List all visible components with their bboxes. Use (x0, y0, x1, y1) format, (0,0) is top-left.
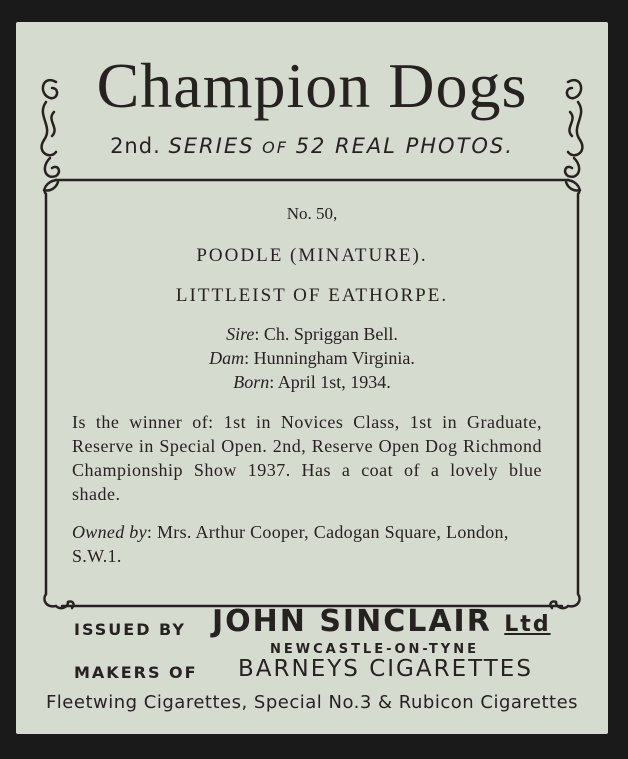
owner-line (72, 520, 542, 568)
sire-value: : Ch. Spriggan Bell. (254, 324, 398, 344)
series-line (16, 134, 608, 158)
sire-line (16, 322, 608, 346)
company-main: JOHN SINCLAIR (212, 604, 492, 639)
born-label: Born (233, 372, 270, 392)
series-of: OF (262, 138, 288, 157)
born-line (16, 370, 608, 394)
series-word: SERIES (168, 134, 255, 158)
dam-label: Dam (209, 348, 245, 368)
company-city: NEWCASTLE-ON-TYNE (270, 642, 479, 657)
makers-of-label: MAKERS OF (74, 663, 198, 682)
cigarette-card (16, 22, 608, 734)
brands-line: Fleetwing Cigarettes, Special No.3 & Rubicon Cigarettes (45, 692, 579, 713)
company-suffix: Ltd (504, 612, 551, 637)
series-rest: 52 REAL PHOTOS. (295, 134, 514, 158)
owner-value: : Mrs. Arthur Cooper, Cadogan Square, London, S.W.1. (72, 522, 509, 566)
product-name: BARNEYS CIGARETTES (238, 656, 533, 682)
dam-value: : Hunningham Virginia. (244, 348, 415, 368)
series-prefix: 2nd. (110, 134, 161, 158)
pedigree (16, 322, 608, 394)
owner-label: Owned by (72, 522, 147, 542)
dog-name-heading: LITTLEIST OF EATHORPE. (175, 285, 449, 306)
card-title: Champion Dogs (96, 50, 528, 121)
dam-line (16, 346, 608, 370)
company-name (212, 604, 551, 639)
sire-label: Sire (226, 324, 255, 344)
born-value: : April 1st, 1934. (269, 372, 391, 392)
description: Is the winner of: 1st in Novices Class, 1st in Graduate, Reserve in Special Open. 2nd, Reserve Open Dog Richmond Championship Show 1937. Has a coat of a lovely blue shade. (72, 412, 542, 504)
card-number: No. 50, (286, 204, 338, 223)
issued-by-label: ISSUED BY (74, 620, 186, 639)
breed-heading: POODLE (MINATURE). (196, 245, 428, 266)
